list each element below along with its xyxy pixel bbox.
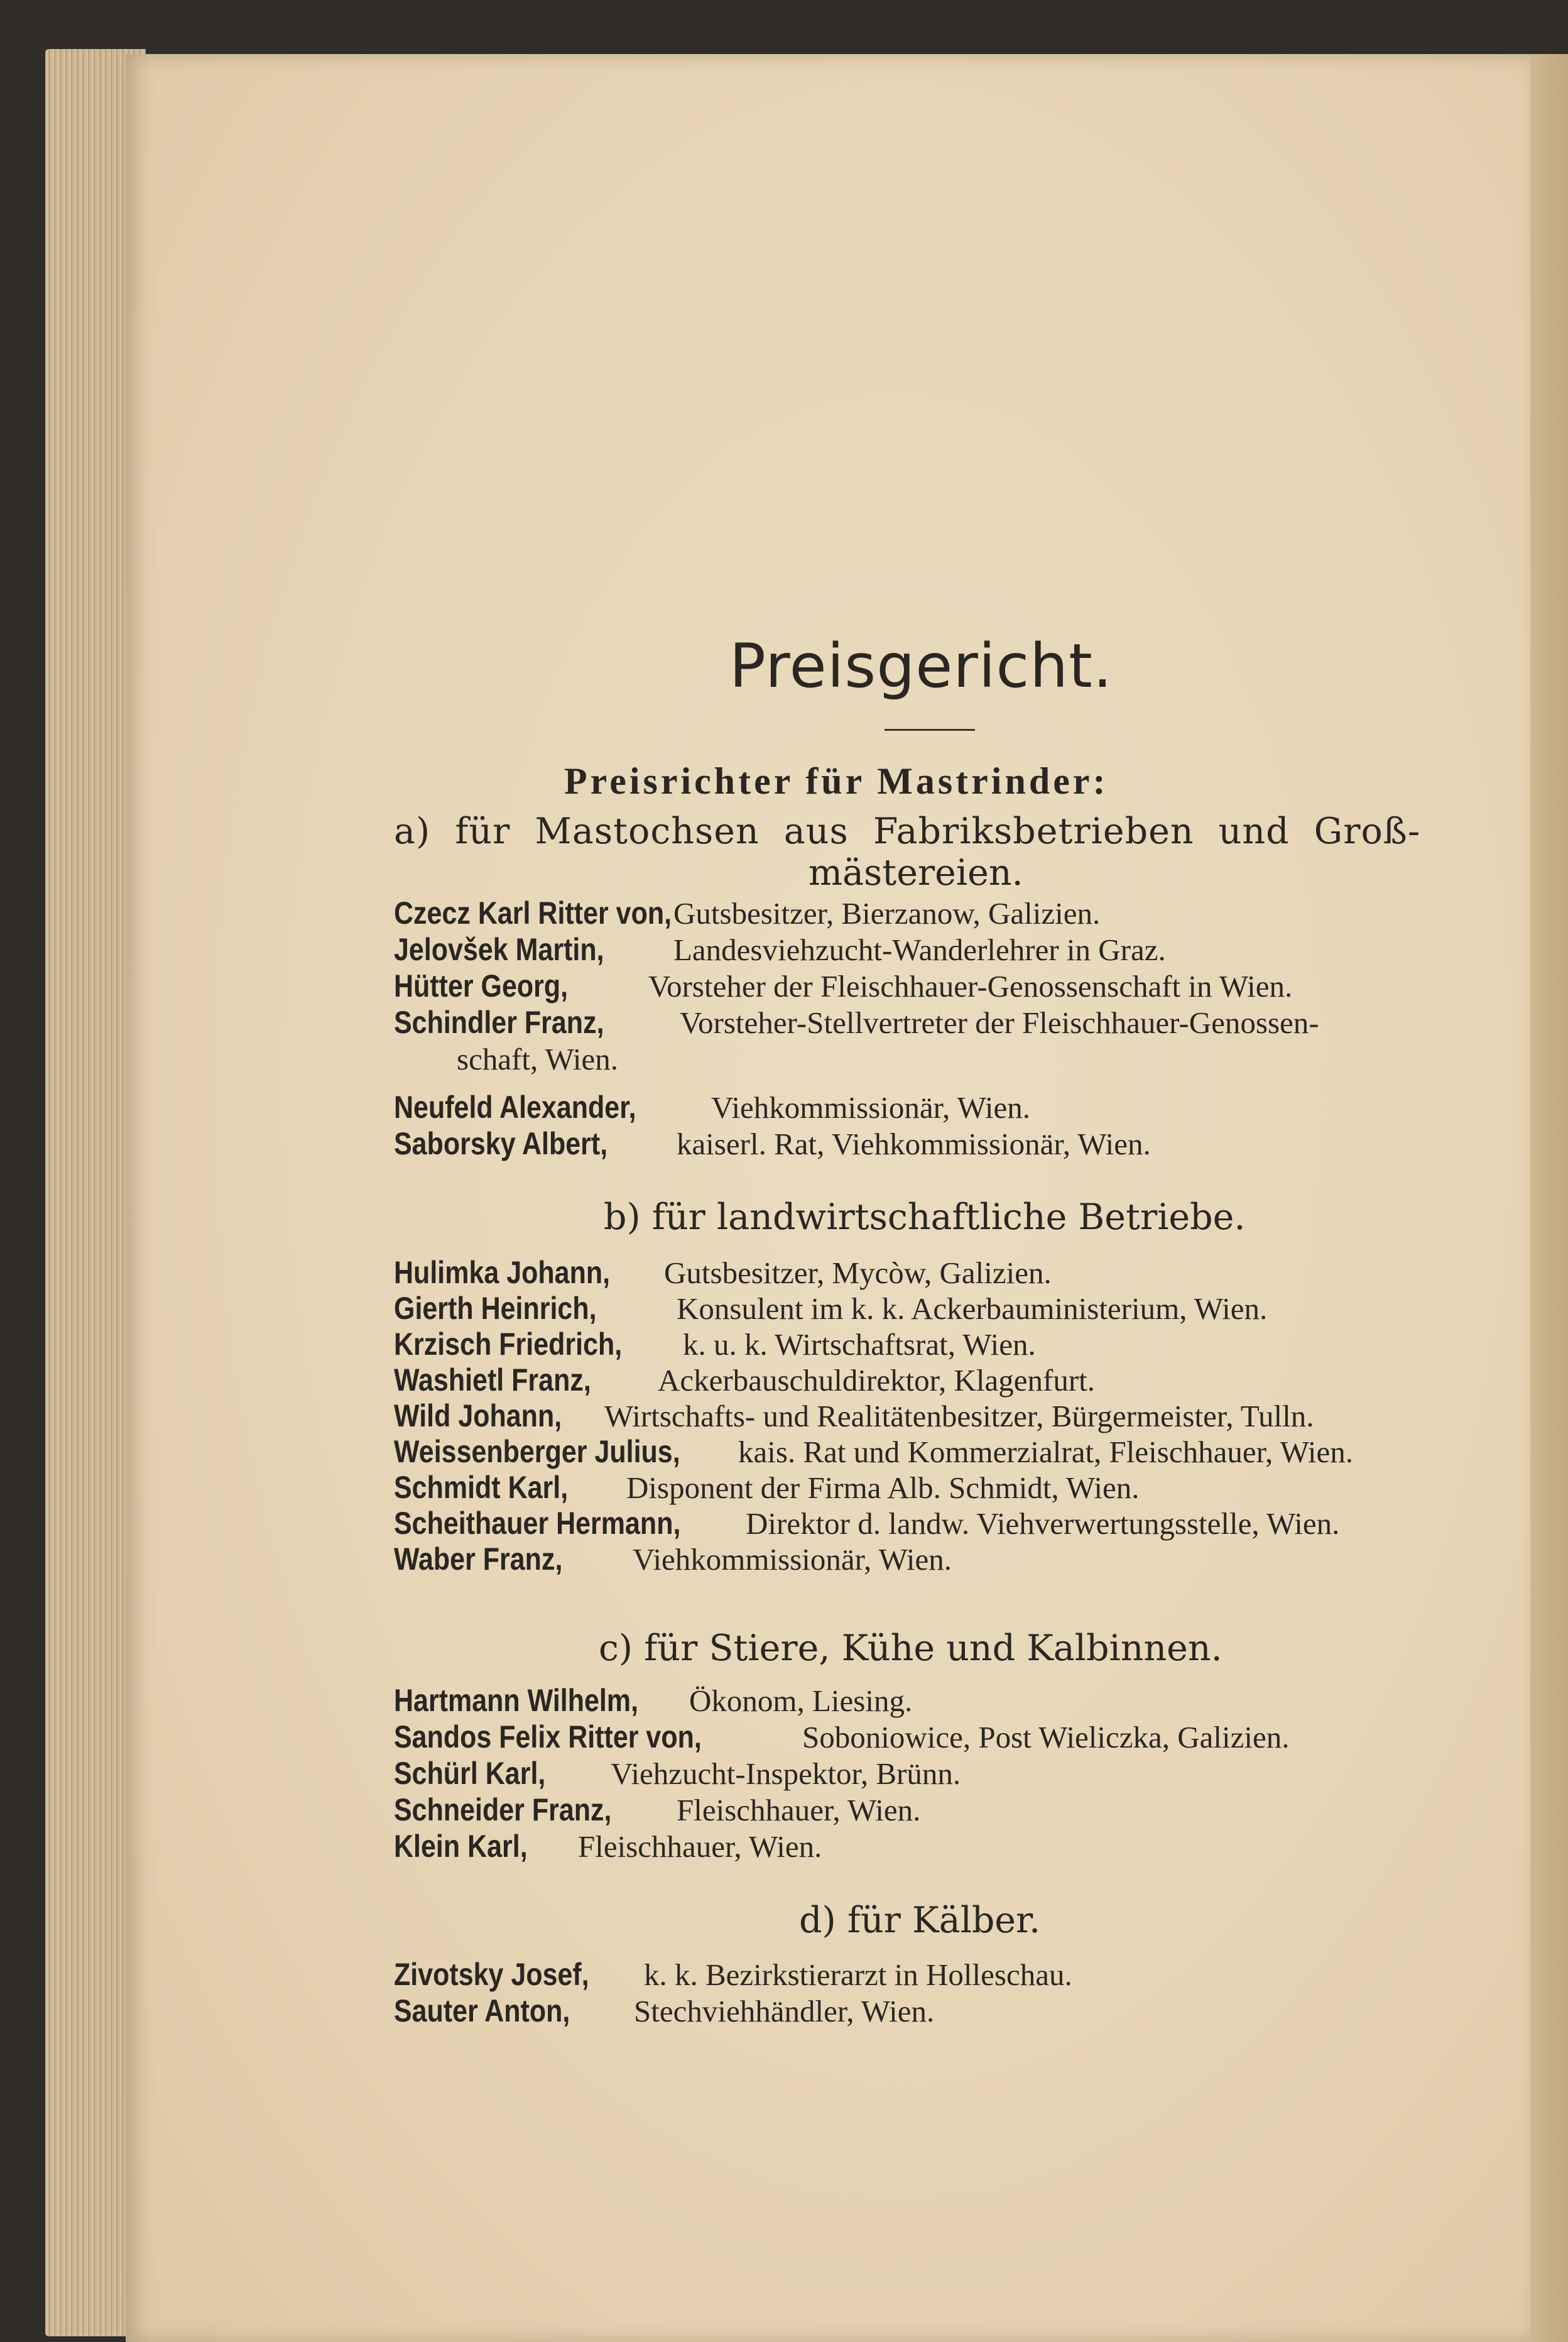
list-item xyxy=(394,1828,822,1865)
list-item xyxy=(394,1089,1030,1126)
member-name: Schürl Karl, xyxy=(394,1756,546,1791)
section-heading-a xyxy=(394,811,1474,894)
section-heading-line: b) für landwirtschaftliche Betriebe. xyxy=(604,1196,1246,1238)
member-name: Neufeld Alexander, xyxy=(394,1090,636,1125)
section-heading-line: d) für Kälber. xyxy=(799,1900,1041,1941)
list-item xyxy=(394,1433,1353,1470)
member-name: Czecz Karl Ritter von, xyxy=(394,895,672,931)
subtitle: Preisrichter für Mastrinder: xyxy=(564,760,1109,802)
member-description: Viehkommissionär, Wien. xyxy=(711,1090,1031,1125)
member-description: Gutsbesitzer, Bierzanow, Galizien. xyxy=(673,896,1101,931)
member-description: k. k. Bezirkstierarzt in Holleschau. xyxy=(644,1957,1072,1992)
list-item xyxy=(394,1326,1036,1363)
list-item xyxy=(394,1290,1267,1327)
member-name: Zivotsky Josef, xyxy=(394,1957,589,1992)
member-name: Wild Johann, xyxy=(394,1398,562,1433)
list-item xyxy=(394,931,1166,968)
member-description: kaiserl. Rat, Viehkommissionär, Wien. xyxy=(677,1127,1151,1161)
list-item xyxy=(394,895,1100,932)
member-name: Washietl Franz, xyxy=(394,1362,591,1398)
member-description: Vorsteher-Stellvertreter der Fleischhauer-Genossen- xyxy=(680,1005,1319,1040)
list-item xyxy=(394,1755,961,1792)
list-item xyxy=(394,1505,1339,1542)
member-description: Fleischhauer, Wien. xyxy=(578,1829,822,1864)
member-name: Gierth Heinrich, xyxy=(394,1291,597,1326)
list-item xyxy=(394,1362,1095,1399)
page-title: Preisgericht. xyxy=(729,631,1113,701)
member-name: Jelovšek Martin, xyxy=(394,932,604,967)
section-heading-line: a) für Mastochsen aus Fabriksbetrieben und Groß- xyxy=(394,811,1421,852)
section-heading-c xyxy=(599,1628,1222,1669)
member-name: Waber Franz, xyxy=(394,1541,563,1577)
member-description: Ackerbauschuldirektor, Klagenfurt. xyxy=(658,1363,1096,1398)
member-name: Schneider Franz, xyxy=(394,1792,612,1827)
member-description: Direktor d. landw. Viehverwertungsstelle, Wien. xyxy=(746,1506,1340,1541)
section-heading-d xyxy=(799,1900,1040,1941)
member-description: Vorsteher der Fleischhauer-Genossenschaft in Wien. xyxy=(648,969,1293,1004)
list-item xyxy=(394,1719,1290,1756)
section-heading-line: c) für Stiere, Kühe und Kalbinnen. xyxy=(599,1628,1222,1669)
member-name: Sandos Felix Ritter von, xyxy=(394,1719,702,1754)
list-item xyxy=(394,1125,1151,1163)
member-description-continued: schaft, Wien. xyxy=(457,1042,619,1076)
member-description: Fleischhauer, Wien. xyxy=(677,1793,921,1827)
member-name: Saborsky Albert, xyxy=(394,1126,608,1161)
member-description: Wirtschafts- und Realitätenbesitzer, Bürgermeister, Tulln. xyxy=(604,1399,1314,1433)
member-name: Krzisch Friedrich, xyxy=(394,1327,623,1362)
list-item xyxy=(394,1682,912,1719)
member-description: Disponent der Firma Alb. Schmidt, Wien. xyxy=(626,1470,1140,1505)
member-name: Hulimka Johann, xyxy=(394,1255,611,1290)
member-description: Viehkommissionär, Wien. xyxy=(633,1542,952,1577)
list-item xyxy=(394,1541,952,1578)
list-item xyxy=(394,1993,934,2030)
member-name: Sauter Anton, xyxy=(394,1993,570,2028)
list-item xyxy=(394,1004,1319,1078)
title-rule xyxy=(885,729,975,731)
member-name: Schmidt Karl, xyxy=(394,1470,569,1505)
list-item xyxy=(394,968,1292,1005)
member-description: Gutsbesitzer, Mycòw, Galizien. xyxy=(664,1256,1052,1290)
member-description: Landesviehzucht-Wanderlehrer in Graz. xyxy=(673,933,1166,967)
list-item xyxy=(394,1792,920,1829)
member-name: Scheithauer Hermann, xyxy=(394,1506,681,1541)
section-heading-line: mästereien. xyxy=(808,852,1023,894)
list-item xyxy=(394,1398,1314,1435)
member-name: Klein Karl, xyxy=(394,1829,528,1864)
member-description: Konsulent im k. k. Ackerbauministerium, Wien. xyxy=(677,1291,1268,1326)
member-description: Stechviehhändler, Wien. xyxy=(634,1994,935,2028)
section-heading-b xyxy=(604,1196,1246,1238)
member-description: Soboniowice, Post Wieliczka, Galizien. xyxy=(802,1720,1290,1754)
member-name: Hütter Georg, xyxy=(394,968,569,1004)
list-item xyxy=(394,1956,1072,1993)
list-item xyxy=(394,1254,1052,1291)
member-description: Viehzucht-Inspektor, Brünn. xyxy=(611,1756,961,1791)
member-description: kais. Rat und Kommerzialrat, Fleischhauer, Wien. xyxy=(738,1435,1353,1469)
member-name: Weissenberger Julius, xyxy=(394,1434,680,1469)
member-description: Ökonom, Liesing. xyxy=(689,1683,913,1718)
member-description: k. u. k. Wirtschaftsrat, Wien. xyxy=(683,1327,1036,1362)
member-name: Hartmann Wilhelm, xyxy=(394,1683,639,1718)
member-name: Schindler Franz, xyxy=(394,1005,604,1040)
list-item xyxy=(394,1469,1139,1506)
